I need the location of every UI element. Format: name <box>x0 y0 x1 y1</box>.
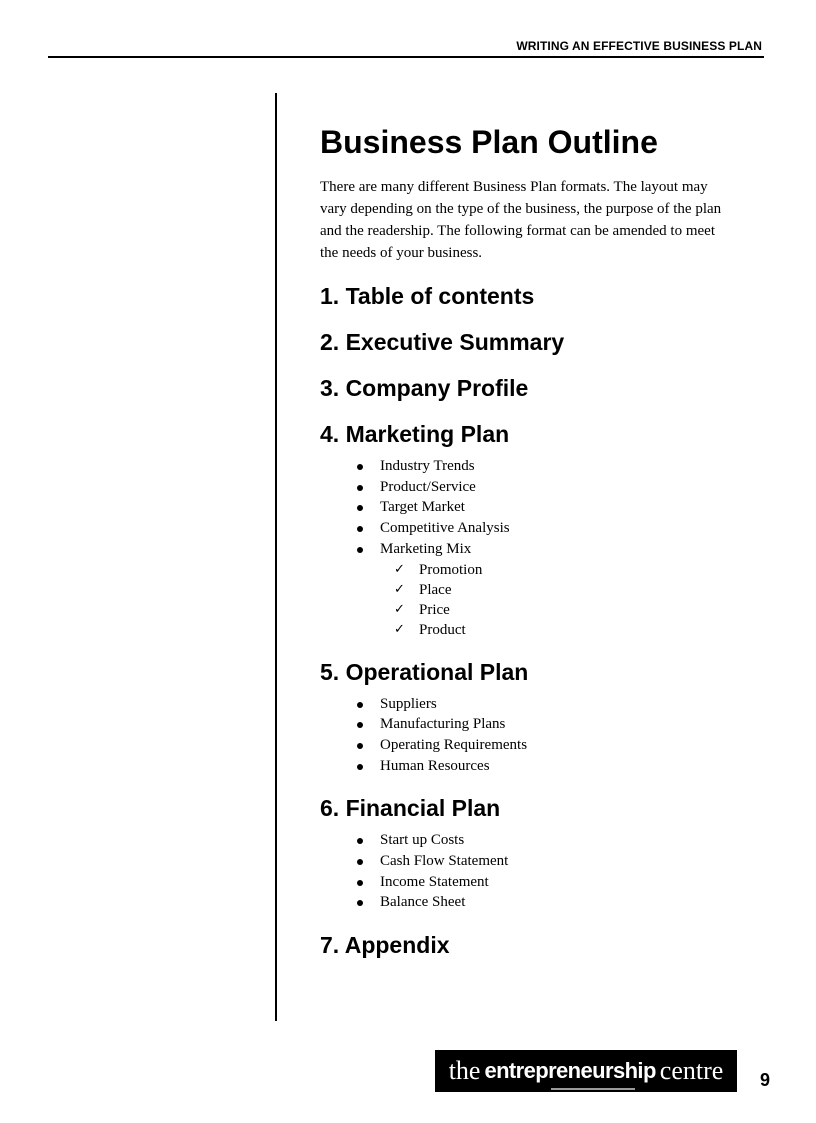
section-heading: 4. Marketing Plan <box>320 421 510 447</box>
checklist-item-label: Promotion <box>419 561 483 578</box>
list-item-label: Income Statement <box>380 873 489 890</box>
list-item <box>354 830 740 851</box>
logo-suffix: centre <box>659 1056 724 1085</box>
list-item-label: Target Market <box>380 499 465 516</box>
page-title: Business Plan Outline <box>320 124 658 160</box>
list-item-label: Cash Flow Statement <box>380 853 509 870</box>
section-appendix <box>320 931 740 959</box>
logo-underline <box>551 1088 635 1090</box>
checklist-item <box>394 560 740 580</box>
check-mark-icon: ✓ <box>394 601 405 617</box>
list-item <box>354 872 740 893</box>
bullet-dot-icon <box>357 526 363 532</box>
bullet-dot-icon <box>357 547 363 553</box>
list-item <box>354 477 740 498</box>
entrepreneurship-centre-logo <box>435 1050 737 1092</box>
section-table-of-contents <box>320 282 740 310</box>
section-heading: 7. Appendix <box>320 932 450 959</box>
section-heading: 1. Table of contents <box>320 283 535 309</box>
list-item <box>354 539 740 640</box>
section-executive-summary <box>320 328 740 356</box>
bullet-dot-icon <box>357 838 363 844</box>
checklist-item <box>394 600 740 620</box>
list-item <box>354 756 740 777</box>
list-item <box>354 518 740 539</box>
list-item-label: Operating Requirements <box>380 736 528 753</box>
logo-prefix: the <box>448 1056 481 1085</box>
running-header: WRITING AN EFFECTIVE BUSINESS PLAN <box>516 39 762 53</box>
page-content <box>320 120 740 959</box>
bullet-dot-icon <box>357 485 363 491</box>
list-item-label: Start up Costs <box>380 832 465 849</box>
list-item-label: Balance Sheet <box>380 894 466 911</box>
list-item-label: Suppliers <box>380 695 437 712</box>
section-heading: 6. Financial Plan <box>320 795 501 822</box>
section-heading: 5. Operational Plan <box>320 658 529 685</box>
marketing-plan-list <box>320 456 740 640</box>
list-item <box>354 851 740 872</box>
bullet-dot-icon <box>357 764 363 770</box>
list-item <box>354 735 740 756</box>
list-item-label: Manufacturing Plans <box>380 716 506 733</box>
financial-plan-list <box>320 830 740 913</box>
bullet-dot-icon <box>357 702 363 708</box>
checklist-item-label: Price <box>419 601 450 618</box>
page-number: 9 <box>760 1070 771 1090</box>
marketing-mix-list <box>380 560 740 640</box>
check-mark-icon: ✓ <box>394 621 405 637</box>
list-item <box>354 714 740 735</box>
section-marketing-plan <box>320 420 740 640</box>
bullet-dot-icon <box>357 722 363 728</box>
list-item <box>354 892 740 913</box>
list-item-label: Marketing Mix <box>380 540 472 557</box>
checklist-item <box>394 580 740 600</box>
list-item-label: Product/Service <box>380 478 476 495</box>
checklist-item-label: Place <box>419 581 452 598</box>
vertical-rule <box>275 93 277 1021</box>
list-item <box>354 694 740 715</box>
bullet-dot-icon <box>357 880 363 886</box>
list-item-label: Human Resources <box>380 757 490 774</box>
bullet-dot-icon <box>357 900 363 906</box>
header-rule <box>48 56 764 58</box>
bullet-dot-icon <box>357 859 363 865</box>
list-item-label: Industry Trends <box>380 458 475 474</box>
checklist-item <box>394 620 740 640</box>
intro-paragraph: There are many different Business Plan formats. The layout may vary depending on the type of the business, the purpose of the plan and the readership. The following format can be amended to meet the needs of your business. <box>320 179 722 261</box>
list-item-label: Competitive Analysis <box>380 520 510 537</box>
bullet-dot-icon <box>357 505 363 511</box>
bullet-dot-icon <box>357 464 363 470</box>
bullet-dot-icon <box>357 743 363 749</box>
checklist-item-label: Product <box>419 621 466 638</box>
operational-plan-list <box>320 694 740 777</box>
list-item <box>354 456 740 477</box>
list-item <box>354 497 740 518</box>
section-company-profile <box>320 374 740 402</box>
check-mark-icon: ✓ <box>394 581 405 597</box>
section-heading: 3. Company Profile <box>320 375 529 401</box>
section-financial-plan <box>320 794 740 913</box>
check-mark-icon: ✓ <box>394 561 405 577</box>
section-operational-plan <box>320 658 740 777</box>
logo-main-word: entrepreneurship <box>484 1058 656 1083</box>
section-heading: 2. Executive Summary <box>320 329 565 355</box>
